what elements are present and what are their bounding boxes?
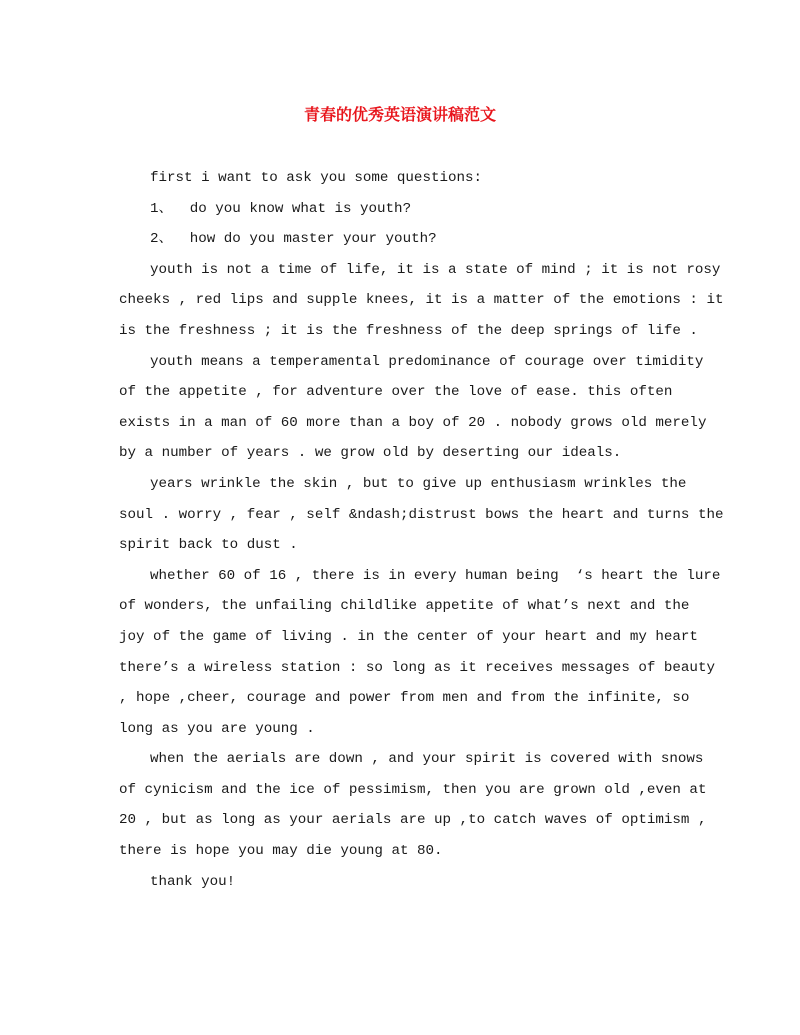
body-line: by a number of years . we grow old by deserting our ideals. xyxy=(119,445,622,462)
body-line: there is hope you may die young at 80. xyxy=(119,843,443,860)
body-line: when the aerials are down , and your spirit is covered with snows xyxy=(150,751,704,768)
body-line: spirit back to dust . xyxy=(119,537,298,554)
body-line: youth means a temperamental predominance of courage over timidity xyxy=(150,353,704,370)
body-line: whether 60 of 16 , there is in every human being ‘s heart the lure xyxy=(150,567,721,584)
body-line: cheeks , red lips and supple knees, it is a matter of the emotions : it xyxy=(119,292,724,309)
document-title: 青春的优秀英语演讲稿范文 xyxy=(303,105,496,124)
body-line: 20 , but as long as your aerials are up ,to catch waves of optimism , xyxy=(119,812,707,829)
body-line: 1、 do you know what is youth? xyxy=(150,200,412,217)
body-line: first i want to ask you some questions: xyxy=(150,170,483,186)
body-line: of wonders, the unfailing childlike appetite of what’s next and the xyxy=(119,598,690,615)
body-line: thank you! xyxy=(150,873,236,890)
document-body xyxy=(119,163,724,897)
body-line: youth is not a time of life, it is a state of mind ; it is not rosy xyxy=(150,261,721,278)
body-line: exists in a man of 60 more than a boy of 20 . nobody grows old merely xyxy=(119,414,707,431)
body-line: of cynicism and the ice of pessimism, then you are grown old ,even at xyxy=(119,781,707,798)
body-line: 2、 how do you master your youth? xyxy=(150,231,437,248)
body-line: there’s a wireless station : so long as it receives messages of beauty xyxy=(119,659,715,676)
body-line: , hope ,cheer, courage and power from men and from the infinite, so xyxy=(119,690,690,707)
body-line: joy of the game of living . in the center of your heart and my heart xyxy=(119,628,698,645)
body-line: is the freshness ; it is the freshness of the deep springs of life . xyxy=(119,322,698,339)
body-line: years wrinkle the skin , but to give up enthusiasm wrinkles the xyxy=(150,475,687,492)
body-line: long as you are young . xyxy=(119,720,315,737)
body-line: soul . worry , fear , self &ndash;distrust bows the heart and turns the xyxy=(119,506,724,523)
body-line: of the appetite , for adventure over the love of ease. this often xyxy=(119,384,673,401)
